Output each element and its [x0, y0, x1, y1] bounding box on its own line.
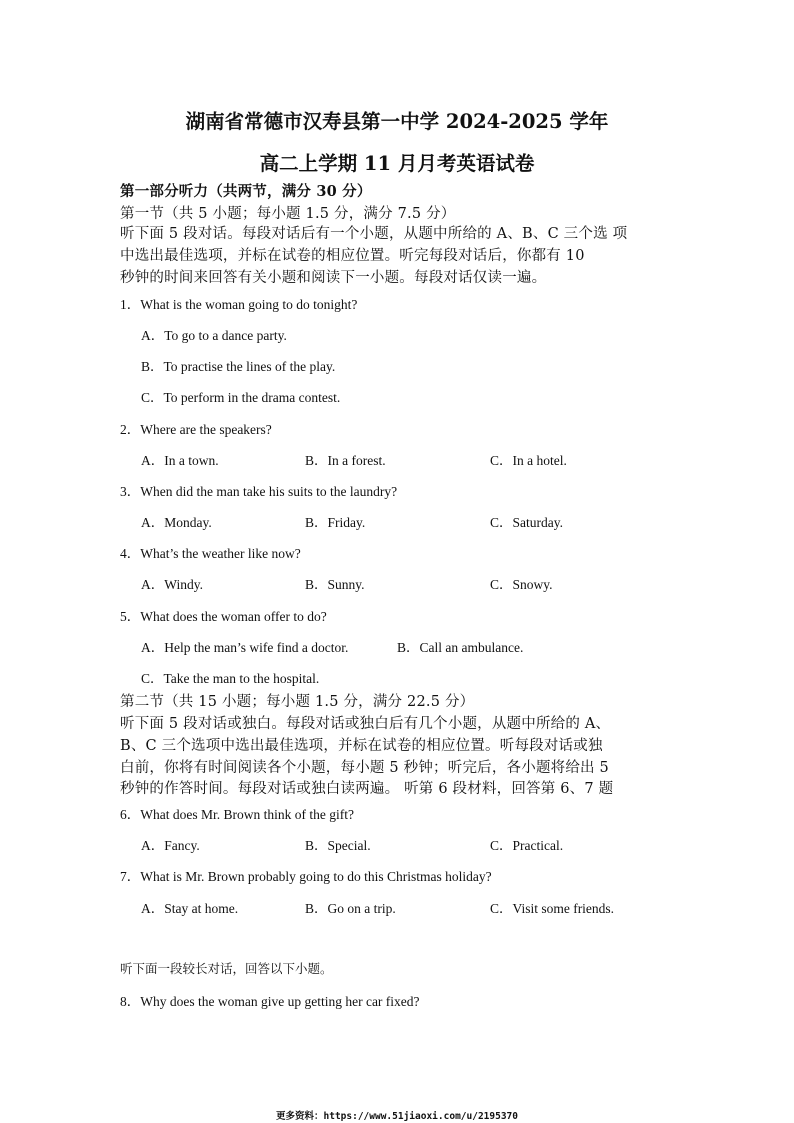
answer-option: A．Windy.	[141, 577, 203, 592]
section-2-instructions-line: 白前，你将有时间阅读各个小题，每小题 5 秒钟；听完后，各小题将给出 5	[120, 760, 609, 776]
section-1-instructions-line: 听下面 5 段对话。每段对话后有一个小题，从题中所给的 A、B、C 三个选 项	[120, 226, 628, 242]
answer-option: B．In a forest.	[305, 453, 386, 468]
exam-title-line-1: 湖南省常德市汉寿县第一中学 2024-2025 学年	[185, 110, 609, 133]
question-stem: 4．What’s the weather like now?	[120, 546, 301, 561]
answer-option: C．Saturday.	[490, 515, 563, 530]
question-stem: 1．What is the woman going to do tonight?	[120, 297, 358, 312]
answer-option: B．Go on a trip.	[305, 901, 396, 916]
answer-option: A．To go to a dance party.	[141, 328, 287, 343]
answer-option: C．Practical.	[490, 838, 564, 853]
answer-option: C．Take the man to the hospital.	[141, 671, 320, 686]
answer-option: B．Friday.	[305, 515, 366, 530]
answer-option: C．Snowy.	[490, 577, 553, 592]
exam-title-line-2: 高二上学期 11 月月考英语试卷	[259, 152, 535, 175]
answer-option: B．Call an ambulance.	[397, 640, 524, 655]
answer-option: B．Sunny.	[305, 577, 365, 592]
answer-option: C．In a hotel.	[490, 453, 567, 468]
question-stem: 6．What does Mr. Brown think of the gift?	[120, 807, 354, 822]
section-1-heading: 第一节（共 5 小题；每小题 1.5 分，满分 7.5 分）	[120, 206, 456, 222]
section-2-heading: 第二节（共 15 小题；每小题 1.5 分，满分 22.5 分）	[120, 694, 475, 710]
answer-option: A．Stay at home.	[141, 901, 239, 916]
answer-option: C．To perform in the drama contest.	[141, 390, 341, 405]
section-2-instructions-line: 秒钟的作答时间。每段对话或独白读两遍。 听第 6 段材料，回答第 6、7 题	[120, 781, 614, 797]
section-2-instructions-line: B、C 三个选项中选出最佳选项，并标在试卷的相应位置。听每段对话或独	[120, 738, 603, 754]
answer-option: A．Help the man’s wife find a doctor.	[141, 640, 349, 655]
answer-option: B．Special.	[305, 838, 371, 853]
answer-option: A．Fancy.	[141, 838, 200, 853]
long-dialogue-note: 听下面一段较长对话，回答以下小题。	[120, 961, 333, 976]
part-1-heading: 第一部分听力（共两节，满分 30 分）	[120, 183, 372, 200]
question-stem: 8．Why does the woman give up getting her car fixed?	[120, 994, 420, 1009]
section-1-instructions-line: 中选出最佳选项，并标在试卷的相应位置。听完每段对话后，你都有 10	[120, 248, 585, 264]
footer-link-text: 更多资料：https://www.51jiaoxi.com/u/2195370	[276, 1111, 518, 1122]
question-stem: 5．What does the woman offer to do?	[120, 609, 327, 624]
answer-option: C．Visit some friends.	[490, 901, 615, 916]
question-stem: 3．When did the man take his suits to the laundry?	[120, 484, 398, 499]
question-stem: 2．Where are the speakers?	[120, 422, 272, 437]
answer-option: A．Monday.	[141, 515, 212, 530]
section-2-instructions-line: 听下面 5 段对话或独白。每段对话或独白后有几个小题，从题中所给的 A、	[120, 716, 611, 732]
answer-option: A．In a town.	[141, 453, 219, 468]
question-stem: 7．What is Mr. Brown probably going to do this Christmas holiday?	[120, 869, 492, 884]
section-1-instructions-line: 秒钟的时间来回答有关小题和阅读下一小题。每段对话仅读一遍。	[120, 270, 547, 286]
answer-option: B．To practise the lines of the play.	[141, 359, 336, 374]
